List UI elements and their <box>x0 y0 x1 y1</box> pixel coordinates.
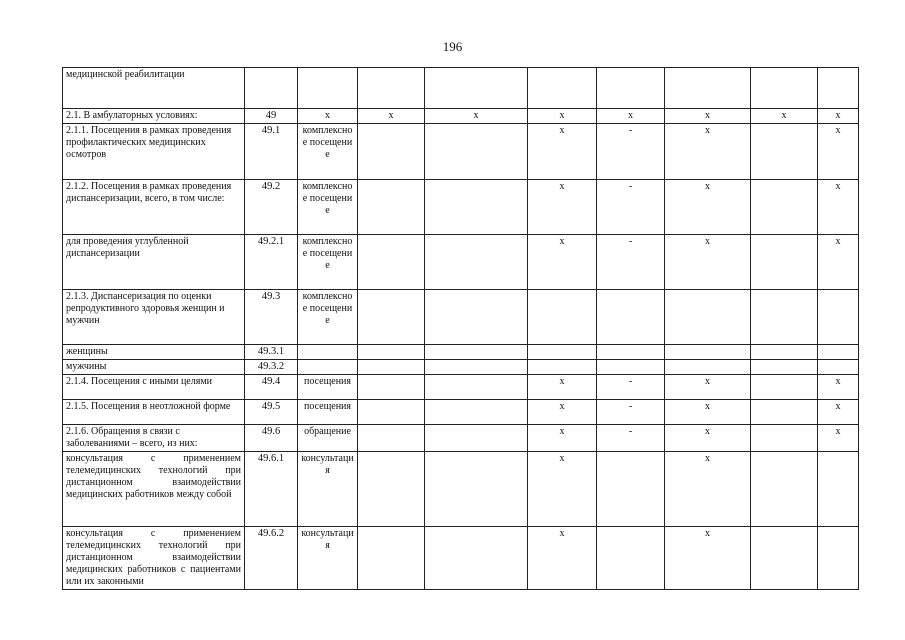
row-name: 2.1.3. Диспансеризация по оценки репродуктивного здоровья женщин и мужчин <box>66 291 225 326</box>
row-value-cell: х <box>528 452 597 527</box>
row-name-cell <box>63 400 245 425</box>
row-value-cell: х <box>528 400 597 425</box>
row-value-cell <box>358 527 425 590</box>
table-row <box>63 290 859 345</box>
row-value-cell: х <box>665 527 751 590</box>
row-value-cell: х <box>665 375 751 400</box>
row-value-cell <box>751 180 818 235</box>
row-name-cell <box>63 290 245 345</box>
row-value-cell <box>751 68 818 109</box>
row-unit: посещения <box>298 375 358 400</box>
row-value-cell <box>597 452 665 527</box>
row-value-cell: - <box>597 400 665 425</box>
row-value-cell: х <box>818 425 859 452</box>
row-value-cell: - <box>597 235 665 290</box>
row-name: консультация с применением телемедицинских технологий при дистанционном взаимодействии медицинских работников с пациентами или их законными <box>66 528 241 587</box>
row-unit <box>298 68 358 109</box>
table-row <box>63 180 859 235</box>
row-value-cell <box>597 360 665 375</box>
row-number: 49.1 <box>245 124 298 180</box>
table-row <box>63 527 859 590</box>
row-value-cell: х <box>818 375 859 400</box>
row-number: 49.5 <box>245 400 298 425</box>
row-value-cell: х <box>425 109 528 124</box>
row-name-cell <box>63 180 245 235</box>
row-value-cell: х <box>818 109 859 124</box>
row-unit <box>298 360 358 375</box>
table-row <box>63 375 859 400</box>
row-value-cell <box>597 290 665 345</box>
row-value-cell: х <box>597 109 665 124</box>
row-value-cell <box>528 345 597 360</box>
row-value-cell <box>751 345 818 360</box>
row-value-cell <box>425 400 528 425</box>
row-name-cell <box>63 109 245 124</box>
row-unit: консультация <box>298 527 358 590</box>
row-value-cell <box>751 235 818 290</box>
row-number: 49.3.1 <box>245 345 298 360</box>
row-name-cell <box>63 452 245 527</box>
row-value-cell <box>528 290 597 345</box>
row-name-cell <box>63 124 245 180</box>
row-value-cell <box>425 375 528 400</box>
row-value-cell <box>751 452 818 527</box>
row-name-cell <box>63 527 245 590</box>
row-number: 49.3 <box>245 290 298 345</box>
row-number <box>245 68 298 109</box>
row-value-cell <box>597 68 665 109</box>
row-value-cell <box>665 345 751 360</box>
row-name: 2.1.4. Посещения с иными целями <box>66 376 213 387</box>
table-row <box>63 452 859 527</box>
row-number: 49 <box>245 109 298 124</box>
row-value-cell <box>751 527 818 590</box>
row-name-cell <box>63 235 245 290</box>
row-value-cell: х <box>528 124 597 180</box>
row-value-cell: х <box>818 124 859 180</box>
row-value-cell <box>425 124 528 180</box>
row-value-cell <box>358 375 425 400</box>
row-value-cell: х <box>528 180 597 235</box>
row-unit: комплексное посещение <box>298 235 358 290</box>
row-unit <box>298 345 358 360</box>
row-value-cell <box>751 375 818 400</box>
row-value-cell <box>751 360 818 375</box>
row-value-cell: х <box>665 109 751 124</box>
row-unit: консультация <box>298 452 358 527</box>
row-value-cell <box>597 345 665 360</box>
row-value-cell: х <box>665 180 751 235</box>
table-row <box>63 360 859 375</box>
page-number: 196 <box>442 39 463 54</box>
row-value-cell <box>425 345 528 360</box>
row-value-cell <box>818 68 859 109</box>
row-name: 2.1. В амбулаторных условиях: <box>66 110 198 121</box>
row-value-cell <box>358 345 425 360</box>
row-unit: посещения <box>298 400 358 425</box>
row-name: женщины <box>66 346 108 357</box>
row-value-cell <box>425 235 528 290</box>
row-number: 49.6.2 <box>245 527 298 590</box>
row-name-cell <box>63 425 245 452</box>
row-unit: обращение <box>298 425 358 452</box>
program-table <box>62 67 859 590</box>
row-name-cell <box>63 375 245 400</box>
row-value-cell <box>818 360 859 375</box>
row-value-cell <box>358 68 425 109</box>
row-value-cell <box>358 360 425 375</box>
row-value-cell: х <box>528 527 597 590</box>
row-number: 49.4 <box>245 375 298 400</box>
row-value-cell <box>358 400 425 425</box>
row-value-cell <box>751 124 818 180</box>
row-value-cell: х <box>358 109 425 124</box>
table-row <box>63 109 859 124</box>
row-value-cell: х <box>665 400 751 425</box>
row-number: 49.3.2 <box>245 360 298 375</box>
row-name: консультация с применением телемедицинских технологий при дистанционном взаимодействии медицинских работников между собой <box>66 453 241 500</box>
row-value-cell <box>425 452 528 527</box>
row-value-cell <box>665 360 751 375</box>
table-row <box>63 345 859 360</box>
row-value-cell <box>751 425 818 452</box>
row-value-cell: х <box>528 235 597 290</box>
row-value-cell: - <box>597 375 665 400</box>
row-name: 2.1.5. Посещения в неотложной форме <box>66 401 231 412</box>
row-value-cell <box>358 180 425 235</box>
row-value-cell: х <box>528 375 597 400</box>
row-name-cell <box>63 345 245 360</box>
row-value-cell <box>665 68 751 109</box>
row-value-cell <box>358 425 425 452</box>
table-row <box>63 425 859 452</box>
row-number: 49.6 <box>245 425 298 452</box>
row-name: 2.1.6. Обращения в связи с заболеваниями – всего, из них: <box>66 426 198 449</box>
table-row <box>63 124 859 180</box>
row-value-cell <box>425 180 528 235</box>
row-value-cell <box>751 290 818 345</box>
row-name: 2.1.2. Посещения в рамках проведения диспансеризации, всего, в том числе: <box>66 181 232 204</box>
row-value-cell <box>358 235 425 290</box>
row-number: 49.2 <box>245 180 298 235</box>
row-value-cell <box>528 360 597 375</box>
row-number: 49.2.1 <box>245 235 298 290</box>
row-value-cell: х <box>751 109 818 124</box>
row-value-cell: х <box>818 235 859 290</box>
row-value-cell: х <box>818 180 859 235</box>
row-value-cell <box>597 527 665 590</box>
row-number: 49.6.1 <box>245 452 298 527</box>
row-unit: комплексное посещение <box>298 180 358 235</box>
row-value-cell <box>425 68 528 109</box>
row-value-cell: х <box>665 124 751 180</box>
row-name: медицинской реабилитации <box>66 69 185 80</box>
row-name: мужчины <box>66 361 107 372</box>
row-unit: комплексное посещение <box>298 124 358 180</box>
row-value-cell <box>425 290 528 345</box>
row-value-cell: - <box>597 180 665 235</box>
table-row <box>63 68 859 109</box>
row-value-cell <box>818 290 859 345</box>
row-name: для проведения углубленной диспансеризации <box>66 236 189 259</box>
row-unit: комплексное посещение <box>298 290 358 345</box>
row-value-cell: х <box>528 109 597 124</box>
row-name-cell <box>63 68 245 109</box>
row-name: 2.1.1. Посещения в рамках проведения профилактических медицинских осмотров <box>66 125 232 160</box>
row-unit: х <box>298 109 358 124</box>
row-value-cell <box>818 452 859 527</box>
row-value-cell <box>818 527 859 590</box>
row-name-cell <box>63 360 245 375</box>
row-value-cell: х <box>665 425 751 452</box>
row-value-cell <box>528 68 597 109</box>
row-value-cell <box>358 124 425 180</box>
row-value-cell: х <box>528 425 597 452</box>
row-value-cell <box>751 400 818 425</box>
row-value-cell: - <box>597 124 665 180</box>
table-row <box>63 400 859 425</box>
row-value-cell <box>665 290 751 345</box>
row-value-cell <box>358 452 425 527</box>
row-value-cell <box>818 345 859 360</box>
row-value-cell <box>425 527 528 590</box>
row-value-cell: - <box>597 425 665 452</box>
table-row <box>63 235 859 290</box>
row-value-cell <box>425 425 528 452</box>
row-value-cell <box>358 290 425 345</box>
row-value-cell <box>425 360 528 375</box>
row-value-cell: х <box>665 235 751 290</box>
row-value-cell: х <box>665 452 751 527</box>
row-value-cell: х <box>818 400 859 425</box>
